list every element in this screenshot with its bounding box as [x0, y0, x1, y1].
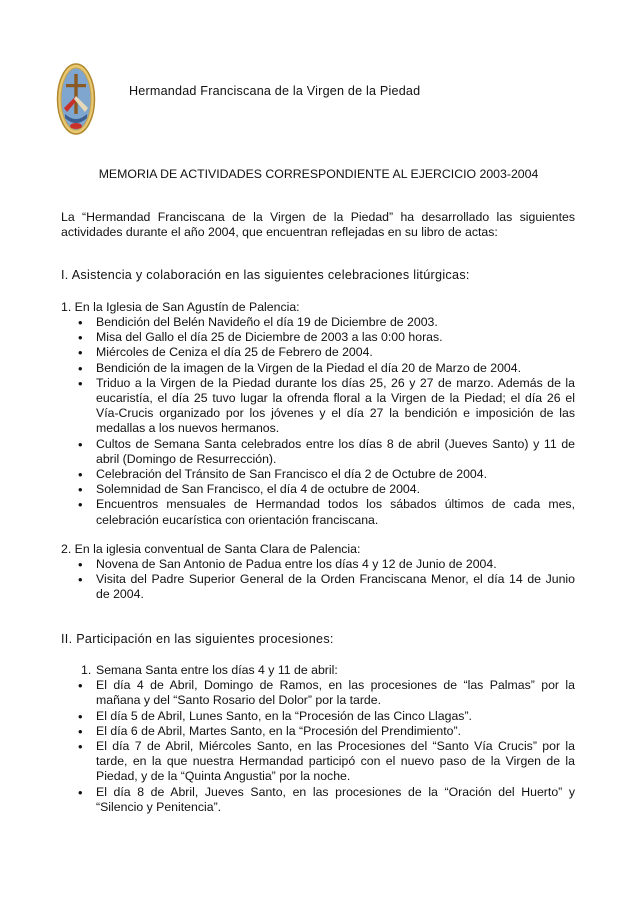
list-item: • Novena de San Antonio de Padua entre los días 4 y 12 de Junio de 2004. [61, 557, 575, 572]
list-item: • Miércoles de Ceniza el día 25 de Febrero de 2004. [61, 345, 575, 360]
list-item: • Bendición de la imagen de la Virgen de la Piedad el día 20 de Marzo de 2004. [61, 361, 575, 376]
intro-paragraph: La “Hermandad Franciscana de la Virgen de la Piedad” ha desarrollado las siguientes actividades durante el año 2004, que encuentran reflejadas en su libro de actas: [61, 210, 575, 240]
list-item: • Bendición del Belén Navideño el día 19 de Diciembre de 2003. [61, 315, 575, 330]
list-item: • Solemnidad de San Francisco, el día 4 de octubre de 2004. [61, 482, 575, 497]
list-item: • Celebración del Tránsito de San Francisco el día 2 de Octubre de 2004. [61, 467, 575, 482]
numbered-list-item [61, 663, 575, 678]
franciscan-cross-emblem-icon [56, 62, 96, 136]
numbered-item-text: Semana Santa entre los días 4 y 11 de abril: [96, 663, 338, 677]
list-item: • El día 8 de Abril, Jueves Santo, en las procesiones de la “Oración del Huerto” y “Silencio y Penitencia”. [61, 785, 575, 815]
list-item: • El día 4 de Abril, Domingo de Ramos, en las procesiones de “las Palmas” por la mañana y del “Santo Rosario del Dolor” por la tarde. [61, 678, 575, 708]
section-2-list [61, 663, 575, 815]
list-item: • Visita del Padre Superior General de la Orden Franciscana Menor, el día 14 de Junio de 2004. [61, 572, 575, 602]
list-item: • Misa del Gallo el día 25 de Diciembre de 2003 a las 0:00 horas. [61, 330, 575, 345]
section-1-group-1-list [61, 315, 575, 528]
list-item: • El día 5 de Abril, Lunes Santo, en la “Procesión de las Cinco Llagas”. [61, 709, 575, 724]
list-item: • El día 6 de Abril, Martes Santo, en la “Procesión del Prendimiento”. [61, 724, 575, 739]
list-number: 1. [81, 663, 92, 677]
section-1-group-2-list [61, 557, 575, 603]
document-title: MEMORIA DE ACTIVIDADES CORRESPONDIENTE AL EJERCICIO 2003-2004 [98, 167, 539, 181]
list-item: • El día 7 de Abril, Miércoles Santo, en las Procesiones del “Santo Vía Crucis” por la tarde, en la que nuestra Hermandad participó con el nuevo paso de la Virgen de la Piedad, y de la “Quinta Angustia” por la noche. [61, 739, 575, 785]
section-1-group-2-heading: 2. En la iglesia conventual de Santa Clara de Palencia: [61, 542, 361, 556]
organization-name: Hermandad Franciscana de la Virgen de la Piedad [129, 84, 421, 98]
section-2-heading: II. Participación en las siguientes procesiones: [61, 632, 334, 646]
list-item: • Cultos de Semana Santa celebrados entre los días 8 de abril (Jueves Santo) y 11 de abril (Domingo de Resurrección). [61, 437, 575, 467]
section-1-group-1-heading: 1. En la Iglesia de San Agustín de Palencia: [61, 300, 300, 314]
list-item: • Encuentros mensuales de Hermandad todos los sábados últimos de cada mes, celebración eucarística con orientación franciscana. [61, 497, 575, 527]
list-item: • Triduo a la Virgen de la Piedad durante los días 25, 26 y 27 de marzo. Además de la eucaristía, el día 25 tuvo lugar la ofrenda floral a la Virgen de la Piedad; el día 26 el Vía-Crucis organizado por los jóvenes y el día 27 la bendición e imposición de las medallas a los nuevos hermanos. [61, 376, 575, 437]
section-1-heading: I. Asistencia y colaboración en las siguientes celebraciones litúrgicas: [61, 268, 470, 282]
